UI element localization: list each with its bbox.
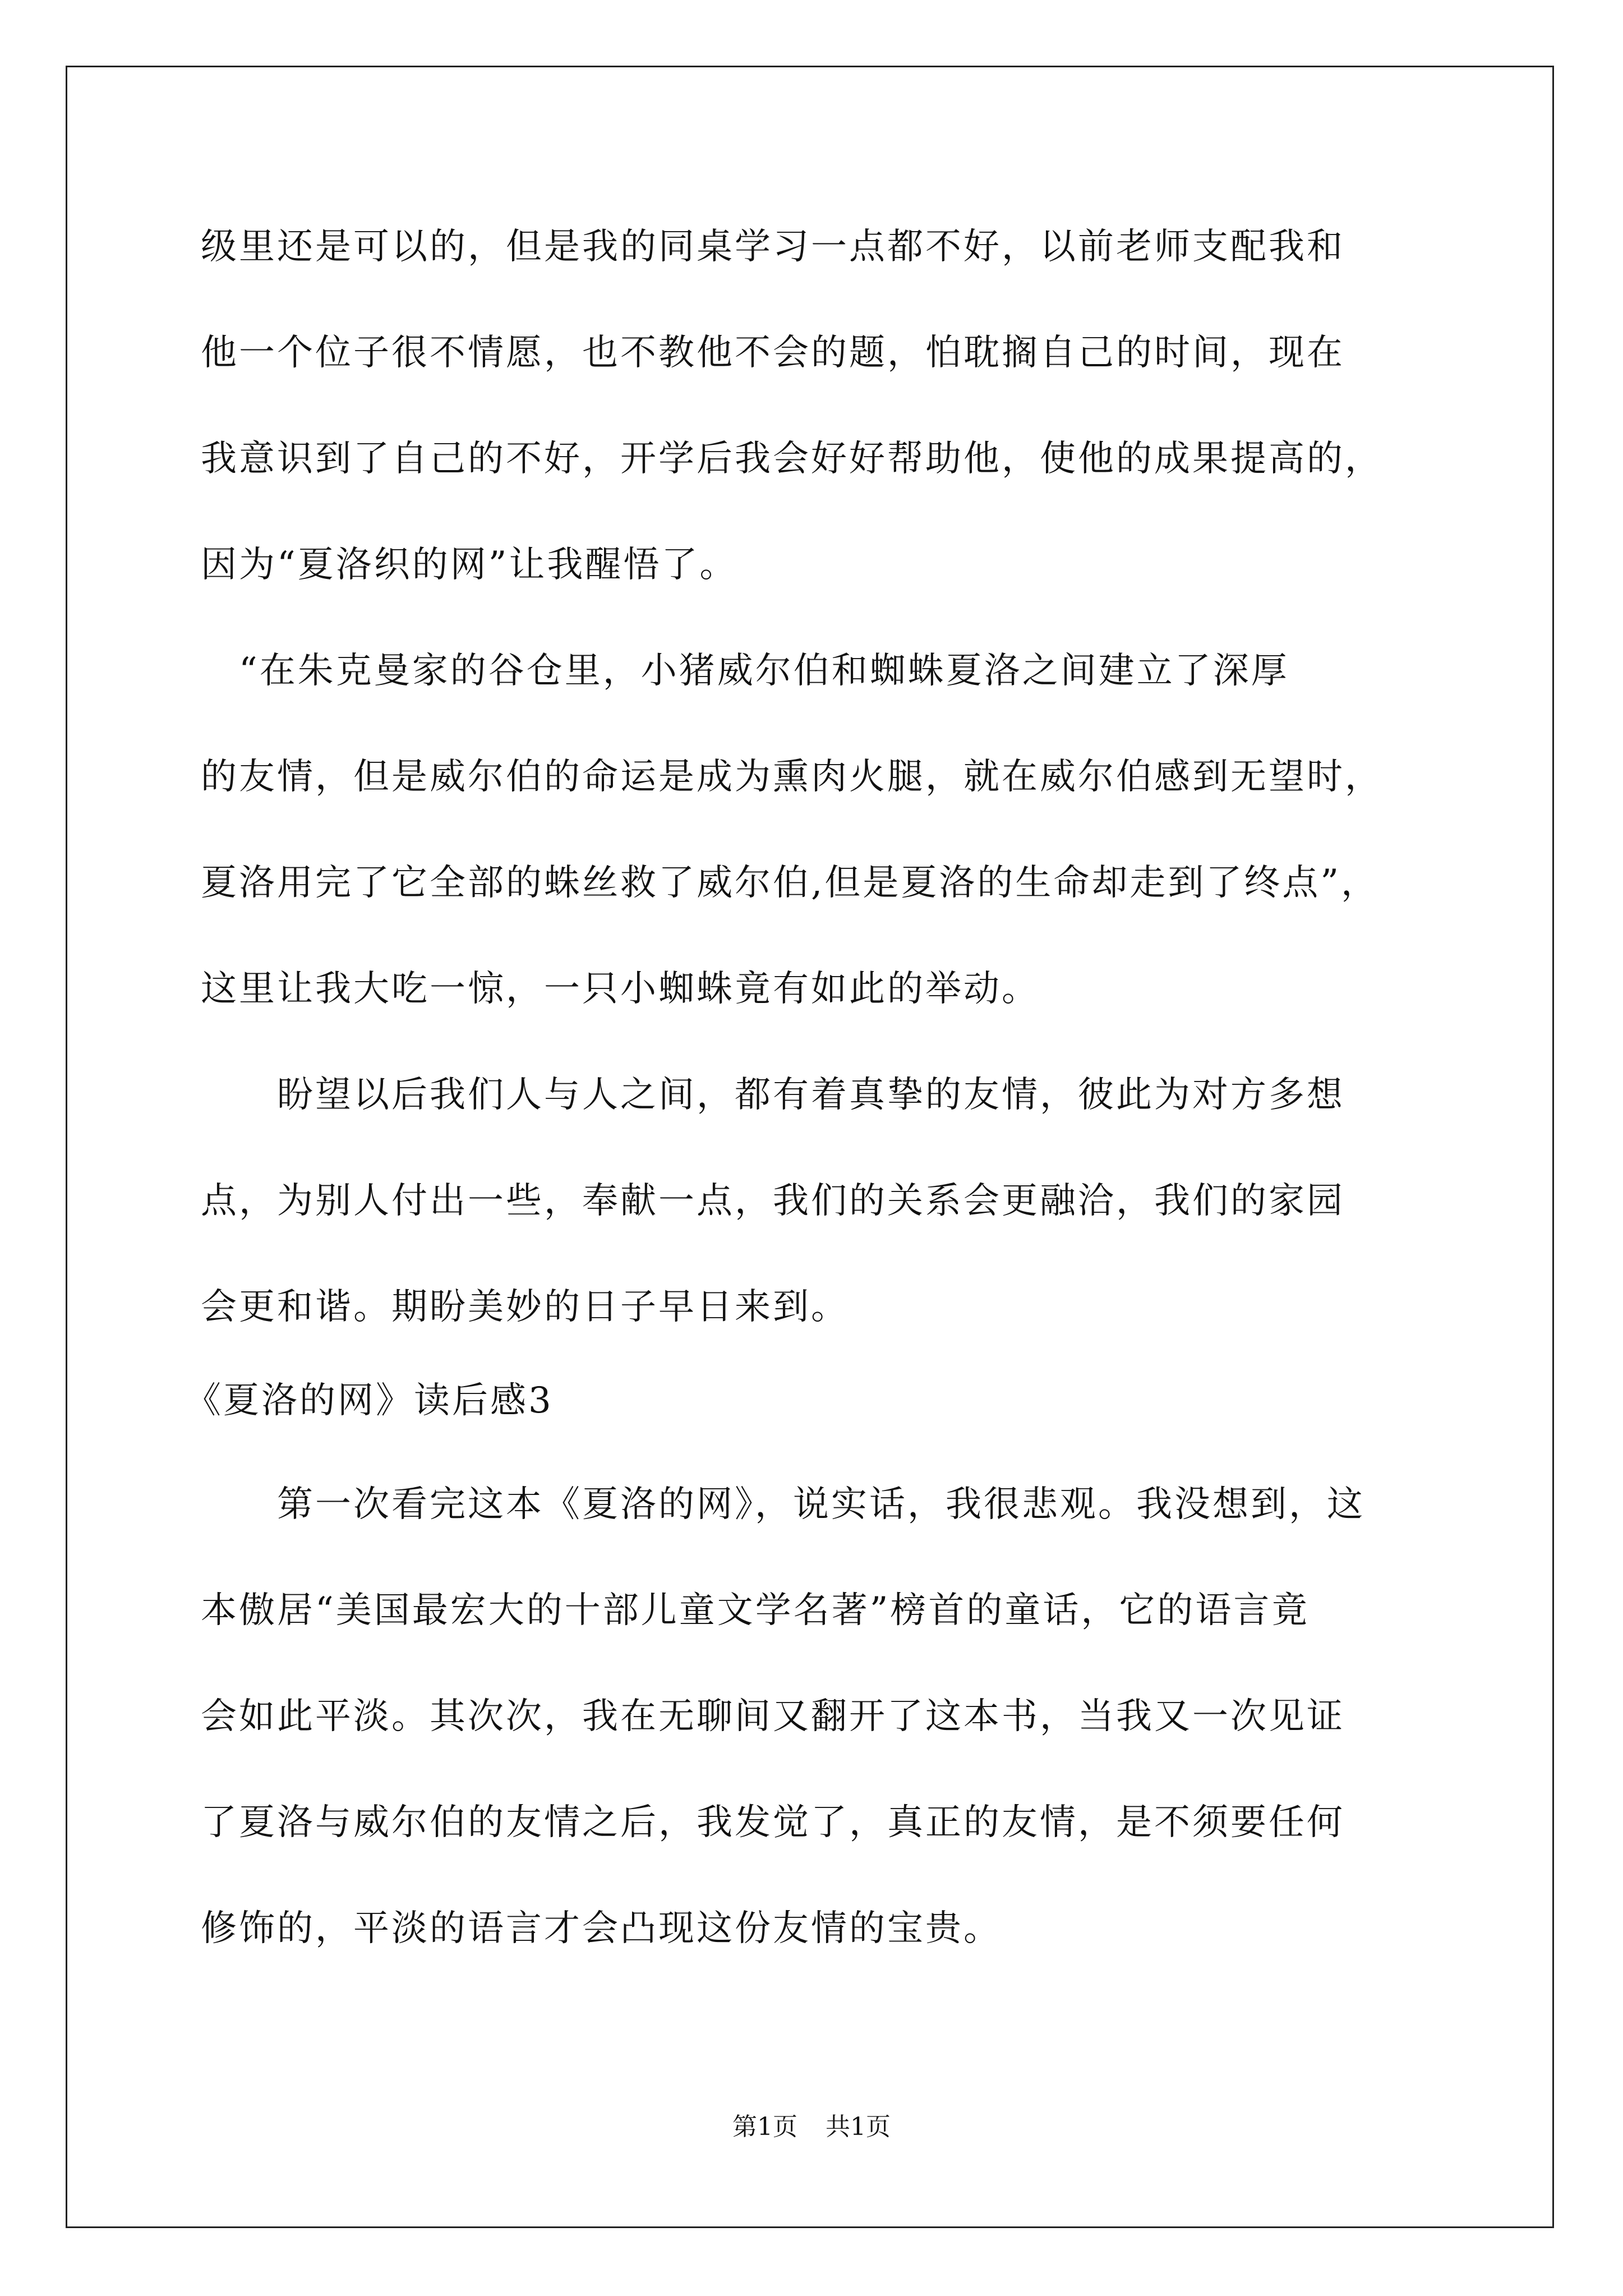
text-line: “在朱克曼家的谷仓里，小猪威尔伯和蜘蛛夏洛之间建立了深厚 — [201, 650, 1289, 692]
page-total: 共1页 — [826, 2113, 891, 2141]
page-border — [66, 66, 1554, 2228]
text-line: 会如此平淡。其次次，我在无聊间又翻开了这本书，当我又一次见证 — [201, 1696, 1345, 1737]
text-line: 本傲居“美国最宏大的十部儿童文学名著”榜首的童话，它的语言竟 — [201, 1590, 1310, 1631]
text-line: 点，为别人付出一些，奉献一点，我们的关系会更融洽，我们的家园 — [201, 1180, 1345, 1222]
text-line: 他一个位子很不情愿，也不教他不会的题，怕耽搁自己的时间，现在 — [201, 332, 1345, 374]
text-line: 第一次看完这本《夏洛的网》，说实话，我很悲观。我没想到，这 — [201, 1484, 1365, 1525]
text-line: 盼望以后我们人与人之间，都有着真挚的友情，彼此为对方多想 — [201, 1074, 1345, 1116]
text-line: 因为“夏洛织的网”让我醒悟了。 — [201, 544, 738, 586]
text-line: 我意识到了自己的不好，开学后我会好好帮助他，使他的成果提高的， — [201, 438, 1383, 480]
text-line: 级里还是可以的，但是我的同桌学习一点都不好，以前老师支配我和 — [201, 226, 1345, 268]
text-line: 了夏洛与威尔伯的友情之后，我发觉了，真正的友情，是不须要任何 — [201, 1802, 1345, 1843]
page-number: 第1页 — [732, 2113, 797, 2141]
text-line: 夏洛用完了它全部的蛛丝救了威尔伯,但是夏洛的生命却走到了终点”， — [201, 862, 1380, 904]
text-line: 修饰的，平淡的语言才会凸现这份友情的宝贵。 — [201, 1908, 1002, 1949]
section-heading: 《夏洛的网》读后感3 — [185, 1380, 554, 1421]
text-line: 这里让我大吃一惊，一只小蜘蛛竟有如此的举动。 — [201, 968, 1040, 1010]
page-footer — [0, 2115, 1623, 2139]
text-line: 的友情，但是威尔伯的命运是成为熏肉火腿，就在威尔伯感到无望时， — [201, 756, 1383, 798]
text-line: 会更和谐。期盼美妙的日子早日来到。 — [201, 1286, 849, 1328]
